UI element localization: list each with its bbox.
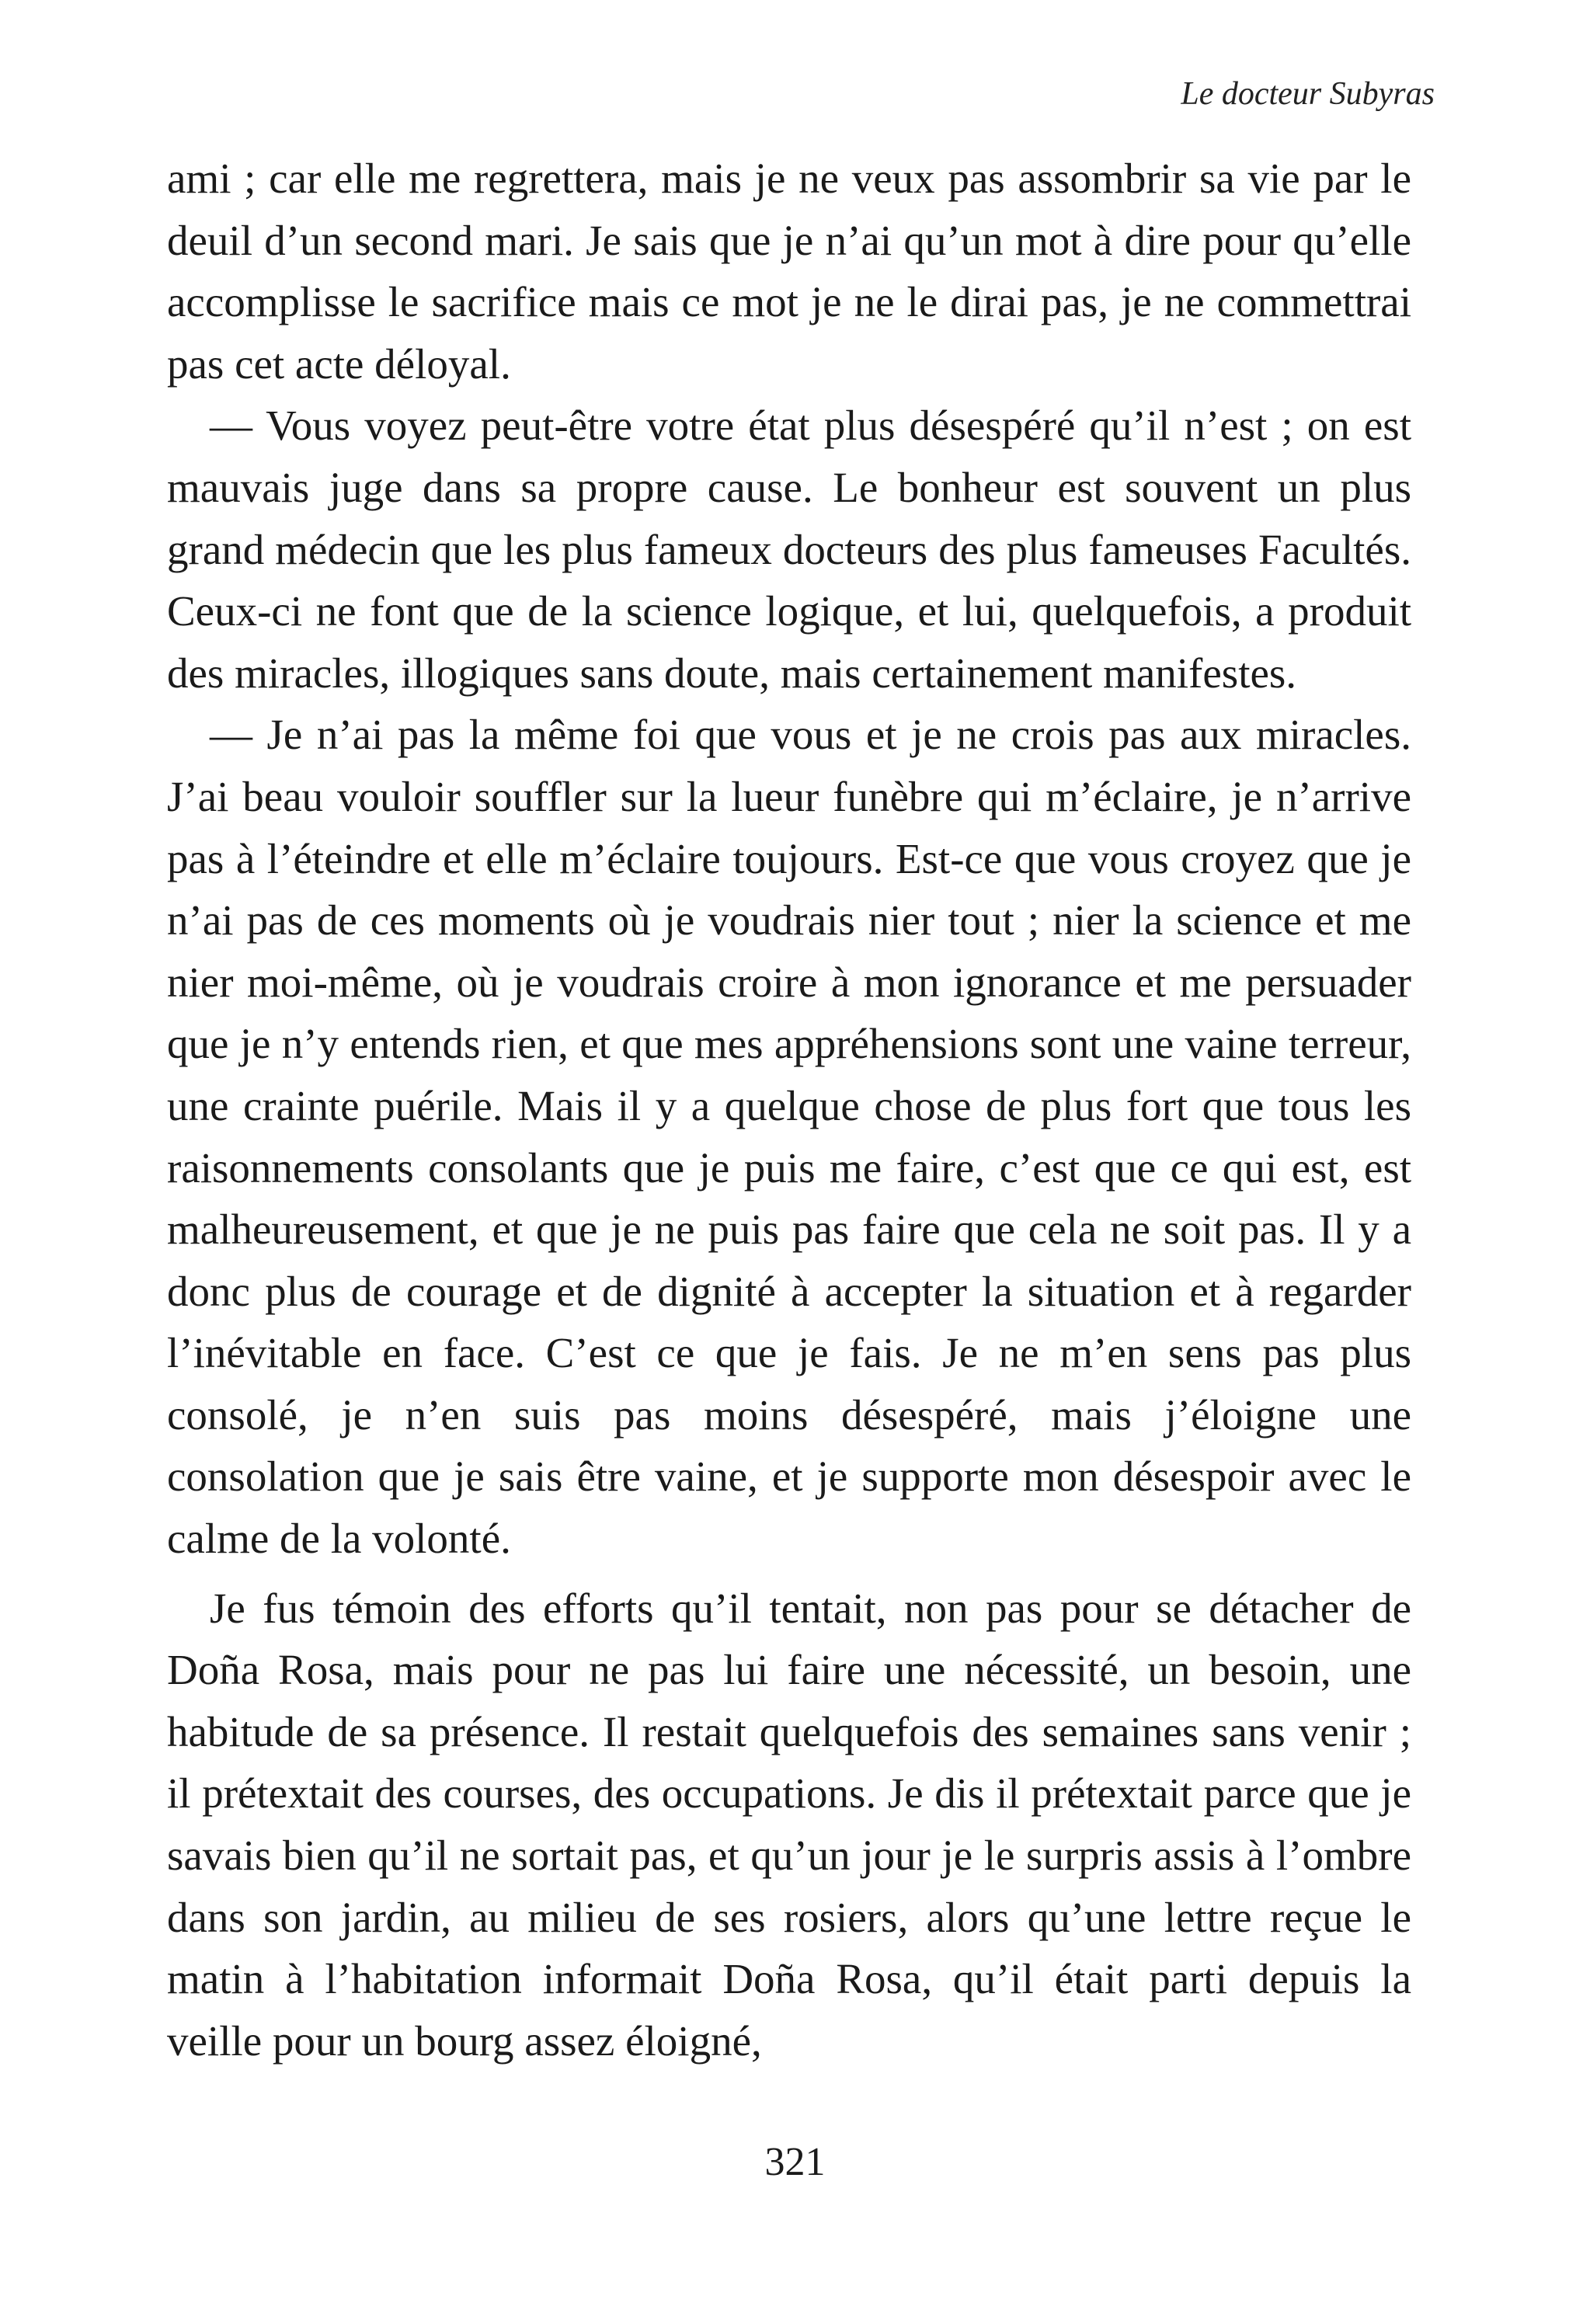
paragraph-narrative: Je fus témoin des efforts qu’il tentait, non pas pour se détacher de Doña Rosa, mais pour ne pas lui faire une nécessité, un besoin, une habitude de sa présence. Il restait quelquefois des semaines sans venir ; il prétextait des courses, des occupations. Je dis il prétextait parce que je savais bien qu’il ne sortait pas, et qu’un jour je le surpris assis à l’ombre dans son jardin, au milieu de ses rosiers, alors qu’une lettre reçue le matin à l’habitation informait Doña Rosa, qu’il était parti depuis la veille pour un bourg assez éloigné, [167, 1584, 1411, 2065]
paragraph-dialogue-1: — Vous voyez peut-être votre état plus désespéré qu’il n’est ; on est mauvais juge dans sa propre cause. Le bonheur est souvent un plus grand médecin que les plus fameux docteurs des plus fameuses Facultés. Ceux-ci ne font que de la science logique, et lui, quelquefois, a produit des miracles, illogiques sans doute, mais certainement manifestes. [167, 402, 1411, 697]
running-header-title: Le docteur Subyras [1181, 76, 1435, 112]
page-number: 321 [764, 2140, 826, 2184]
body-text [167, 148, 1411, 2072]
paragraph-dialogue-2: — Je n’ai pas la même foi que vous et je ne crois pas aux miracles. J’ai beau vouloir souffler sur la lueur funèbre qui m’éclaire, je n’arrive pas à l’éteindre et elle m’éclaire toujours. Est-ce que vous croyez que je n’ai pas de ces moments où je voudrais nier tout ; nier la science et me nier moi-même, où je voudrais croire à mon ignorance et me persuader que je n’y entends rien, et que mes appréhensions sont une vaine terreur, une crainte puérile. Mais il y a quelque chose de plus fort que tous les raisonnements consolants que je puis me faire, c’est que ce qui est, est malheureusement, et que je ne puis pas faire que cela ne soit pas. Il y a donc plus de courage et de dignité à accepter la situation et à regarder l’inévitable en face. C’est ce que je fais. Je ne m’en sens pas plus consolé, je n’en suis pas moins désespéré, mais j’éloigne une consolation que je sais être vaine, et je supporte mon désespoir avec le calme de la volonté. [167, 711, 1411, 1563]
paragraph-continued: ami ; car elle me regrettera, mais je ne veux pas assombrir sa vie par le deuil d’un second mari. Je sais que je n’ai qu’un mot à dire pour qu’elle accomplisse le sacrifice mais ce mot je ne le dirai pas, je ne commettrai pas cet acte déloyal. [167, 155, 1411, 388]
